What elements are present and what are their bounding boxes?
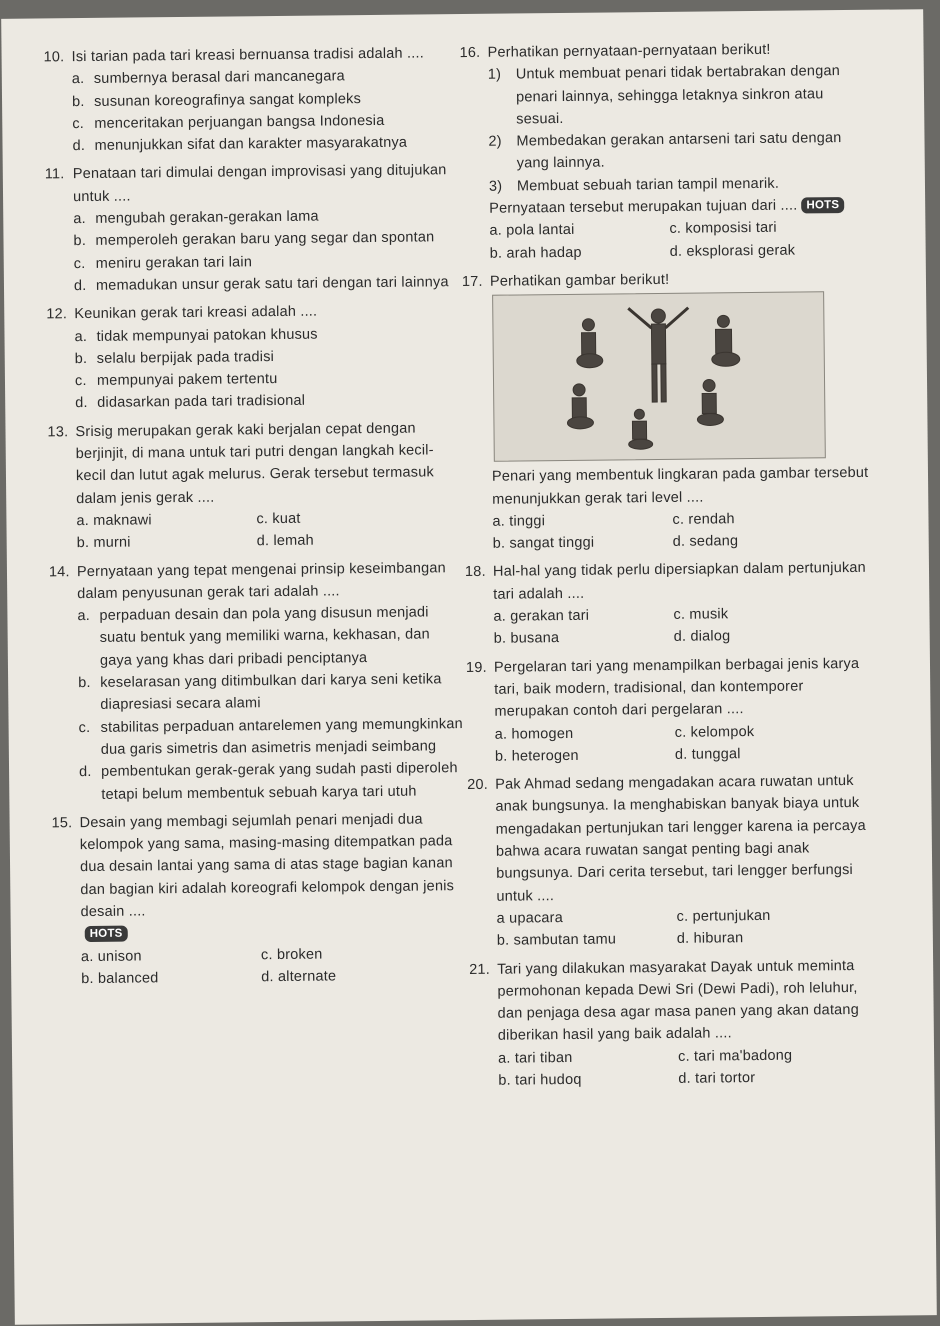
option-text: sumbernya berasal dari mancanegara: [93, 68, 345, 88]
answer-options: [467, 719, 882, 768]
answer-option: [495, 744, 675, 768]
question-stem: Pernyataan yang tepat mengenai prinsip keseimbangan dalam penyusunan gerak tari adalah ....: [76, 559, 446, 602]
option-letter: a.: [77, 608, 91, 625]
question-row: [466, 652, 882, 723]
option-text: stabilitas perpaduan antarelemen yang memungkinkan dua garis simetris dan asimetris menjadi seimbang: [100, 715, 463, 758]
answer-option: [498, 1046, 678, 1070]
option-letter: d.: [673, 629, 687, 646]
option-text: menceritakan perjuangan bangsa Indonesia: [94, 112, 385, 132]
option-letter: b.: [78, 674, 91, 692]
option-text: upacara: [509, 909, 564, 927]
option-text: broken: [276, 946, 323, 963]
option-letter: d.: [72, 138, 86, 155]
answer-options: [469, 904, 884, 953]
option-letter: d.: [676, 930, 690, 948]
option-text: hiburan: [693, 930, 744, 947]
option-text: tari tortor: [694, 1070, 756, 1087]
option-text: alternate: [277, 968, 337, 985]
statement-number: 2): [488, 133, 502, 150]
option-text: kuat: [272, 510, 301, 527]
answer-option: [494, 626, 674, 650]
option-letter: c.: [673, 606, 686, 623]
answer-options: [48, 506, 463, 555]
option-letter: a: [496, 910, 505, 927]
option-text: heterogen: [511, 747, 579, 765]
answer-option: [678, 1066, 885, 1090]
option-letter: c.: [260, 946, 273, 963]
question-row: [49, 557, 464, 606]
statement-text: Membuat sebuah tarian tampil menarik.: [516, 175, 780, 195]
question-19: [466, 652, 882, 768]
question-row: [47, 417, 463, 511]
option-text: pertunjukan: [692, 907, 771, 925]
answer-option: [673, 529, 880, 553]
statement-number: 1): [487, 66, 502, 84]
option-letter: d.: [672, 533, 686, 551]
answer-option: [675, 719, 882, 743]
option-letter: b.: [498, 1072, 511, 1089]
option-letter: a.: [493, 608, 507, 625]
option-text: keselarasan yang ditimbulkan dari karya seni ketika diapresiasi secara alami: [100, 671, 442, 714]
answer-option: [489, 218, 669, 242]
option-text: pola lantai: [506, 222, 575, 239]
question-stem: Penataan tari dimulai dengan improvisasi yang ditujukan untuk ....: [72, 162, 447, 205]
question-stem: Hal-hal yang tidak perlu dipersiapkan dalam pertunjukan tari adalah ....: [492, 560, 866, 603]
option-text: murni: [93, 534, 131, 552]
question-21: [469, 954, 885, 1092]
question-stem: Tari yang dilakukan masyarakat Dayak untuk meminta permohonan kepada Dewi Sri (Dewi Padi), roh leluhur, dan penjaga desa agar masa panen yang akan datang diberikan hasil yang baik adalah ....: [497, 957, 860, 1045]
option-text: tidak mempunyai patokan khusus: [96, 326, 318, 345]
option-text: dialog: [690, 628, 731, 646]
option-letter: c.: [72, 115, 85, 133]
option-text: sangat tinggi: [509, 534, 595, 552]
question-number: 16.: [459, 44, 481, 62]
option-letter: d.: [78, 764, 92, 781]
question-stem: Pergelaran tari yang menampilkan berbagai jenis karya tari, baik modern, tradisional, dan kontemporer merupakan contoh dari pergelaran ....: [493, 655, 860, 720]
statement-item: [488, 60, 876, 131]
question-number: 18.: [464, 564, 486, 581]
answer-options: [465, 602, 880, 651]
answer-option: [81, 944, 261, 968]
option-letter: c.: [678, 1048, 690, 1065]
question-row: [469, 954, 885, 1048]
question-row: [45, 160, 460, 209]
answer-option: [493, 531, 673, 555]
answer-option: [77, 530, 257, 554]
option-text: perpaduan desain dan pola yang disusun menjadi suatu bentuk yang memiliki warna, kekhasan, dan gaya yang khas dari pribadi penciptanya: [99, 604, 430, 669]
option-letter: c.: [78, 719, 91, 736]
question-number: 10.: [43, 49, 65, 66]
option-text: gerakan tari: [510, 607, 590, 625]
option-text: memadukan unsur gerak satu tari dengan tari lainnya: [95, 274, 449, 294]
answer-option: [675, 742, 882, 766]
question-stem: Isi tarian pada tari kreasi bernuansa tradisi adalah ....: [71, 45, 424, 66]
option-letter: c.: [676, 908, 689, 925]
option-text: mengubah gerakan-gerakan lama: [95, 208, 319, 227]
answer-option: [76, 508, 256, 532]
question-number: 20.: [467, 776, 489, 794]
answer-option: [51, 757, 466, 806]
hots-badge: HOTS: [801, 197, 844, 213]
answer-options: [470, 1043, 885, 1092]
option-text: menunjukkan sifat dan karakter masyarakatnya: [94, 134, 408, 155]
question-number: 15.: [51, 814, 73, 832]
option-letter: a.: [489, 223, 503, 240]
question-14: [49, 557, 467, 807]
dancers-circle-illustration: [492, 292, 826, 462]
option-letter: c.: [74, 373, 87, 390]
answer-option: [46, 271, 461, 298]
question-15: [51, 808, 468, 991]
option-text: didasarkan pada tari tradisional: [97, 393, 306, 412]
question-12: [46, 299, 462, 415]
option-letter: b.: [71, 93, 85, 110]
answer-option: [497, 906, 677, 930]
answer-option: [678, 1043, 885, 1067]
answer-option: [677, 926, 884, 950]
option-text: arah hadap: [506, 244, 582, 262]
answer-option: [261, 964, 468, 988]
question-10: [43, 42, 459, 158]
question-number: 13.: [47, 423, 69, 441]
option-letter: a.: [73, 211, 86, 228]
option-letter: b.: [74, 350, 88, 367]
option-letter: a.: [494, 726, 508, 743]
option-letter: c.: [256, 511, 269, 528]
answer-option: [490, 241, 670, 265]
option-letter: b.: [73, 233, 87, 250]
option-text: rendah: [688, 511, 735, 528]
answer-options: [53, 942, 468, 991]
answer-option: [256, 506, 463, 530]
option-letter: a.: [74, 328, 88, 345]
answer-option: [677, 904, 884, 928]
option-text: maknawi: [93, 512, 152, 529]
option-letter: b.: [496, 932, 510, 949]
question-number: 21.: [469, 961, 491, 978]
option-letter: d.: [75, 395, 88, 412]
statement-text: Untuk membuat penari tidak bertabrakan dengan penari lainnya, sehingga letaknya sinkron atau sesuai.: [515, 63, 841, 128]
question-17: [462, 267, 880, 556]
option-letter: c.: [73, 255, 86, 272]
option-text: tari tiban: [514, 1049, 573, 1067]
option-letter: a.: [498, 1050, 511, 1067]
question-row: [467, 770, 883, 908]
right-column: [459, 38, 885, 1099]
question-stem: Desain yang membagi sejumlah penari menjadi dua kelompok yang sama, masing-masing ditempatkan pada dua desain lantai yang sama di atas stage bagian kanan dan bagian kiri adalah koreografi kelompok dengan jenis desain ....: [79, 811, 455, 921]
option-text: sambutan tamu: [513, 931, 617, 949]
answer-option: [49, 601, 465, 672]
option-letter: c.: [672, 511, 685, 528]
question-number: 17.: [461, 273, 483, 291]
question-number: 14.: [48, 563, 70, 580]
answer-option: [669, 216, 876, 240]
option-text: musik: [689, 606, 729, 623]
option-text: unison: [97, 948, 142, 965]
question-row: [51, 808, 467, 924]
answer-option: [670, 238, 877, 262]
question-11: [45, 160, 461, 298]
answer-option: [497, 928, 677, 952]
option-text: tinggi: [509, 513, 546, 530]
question-number: 12.: [46, 306, 68, 323]
option-text: busana: [510, 630, 560, 647]
question-stem: Srisig merupakan gerak kaki berjalan cepat dengan berjinjit, di mana untuk tari putri dengan langkah kecil-kecil dan lutut agak melurus. Gerak tersebut termasuk dalam jenis gerak ....: [75, 420, 435, 507]
option-text: tari ma'badong: [693, 1047, 793, 1065]
option-letter: d.: [256, 533, 270, 550]
option-letter: b.: [493, 630, 507, 648]
option-text: meniru gerakan tari lain: [95, 253, 253, 272]
option-letter: b.: [492, 535, 506, 552]
option-letter: d.: [261, 968, 274, 986]
answer-option: [673, 602, 880, 626]
answer-option: [674, 624, 881, 648]
option-letter: d.: [678, 1070, 691, 1087]
option-text: kelompok: [690, 723, 755, 741]
option-letter: b.: [81, 970, 94, 987]
answer-option: [44, 131, 459, 158]
option-letter: b.: [489, 245, 503, 262]
question-followup: Pernyataan tersebut merupakan tujuan dari ....: [489, 197, 798, 217]
question-20: [467, 770, 884, 953]
option-letter: a.: [492, 513, 506, 530]
question-followup: Penari yang membentuk lingkaran pada gambar tersebut menunjukkan gerak tari level ....: [491, 465, 869, 508]
option-letter: c.: [669, 221, 682, 238]
answer-option: [492, 509, 672, 533]
question-stem: Pak Ahmad sedang mengadakan acara ruwatan untuk anak bungsunya. Ia menghabiskan banyak biaya untuk mengadakan pertunjukan tari lengger karena ia percaya bahwa acara ruwatan sangat penting bagi anak bungsunya. Dari cerita tersebut, tari lengger berfungsi untuk ....: [495, 773, 866, 905]
option-text: homogen: [511, 725, 574, 743]
option-text: lemah: [273, 532, 314, 550]
option-text: balanced: [97, 970, 159, 987]
dancer-figures: [493, 293, 825, 461]
question-16: [459, 38, 876, 265]
statement-number: 3): [488, 178, 503, 195]
answer-option: [498, 1068, 678, 1092]
question-row: [46, 299, 461, 326]
answer-option: [495, 721, 675, 745]
option-letter: b.: [76, 535, 90, 552]
option-text: tunggal: [691, 745, 741, 763]
option-text: pembentukan gerak-gerak yang sudah pasti diperoleh tetapi belum membentuk sebuah karya tari utuh: [100, 760, 458, 803]
option-letter: a.: [80, 948, 94, 965]
question-stem: Keunikan gerak tari kreasi adalah ....: [74, 303, 318, 323]
answer-option: [50, 668, 465, 717]
option-text: komposisi tari: [685, 220, 777, 238]
question-row: [43, 42, 458, 69]
answer-option: [257, 528, 464, 552]
option-letter: d.: [73, 277, 87, 295]
answer-option: [51, 713, 466, 762]
option-text: susunan koreografinya sangat kompleks: [93, 90, 362, 110]
option-text: tari hudoq: [514, 1071, 582, 1089]
question-row: [465, 557, 880, 606]
answer-option: [493, 604, 673, 628]
option-text: sedang: [689, 533, 739, 550]
question-stem: Perhatikan gambar berikut!: [489, 271, 670, 290]
question-number: 19.: [465, 659, 487, 676]
worksheet-page: [1, 9, 937, 1325]
statement-item: [488, 127, 875, 176]
option-letter: a.: [71, 71, 85, 88]
option-text: memperoleh gerakan baru yang segar dan spontan: [95, 229, 435, 250]
answer-option: [81, 966, 261, 990]
question-18: [465, 557, 881, 651]
question-stem: Perhatikan pernyataan-pernyataan berikut!: [487, 41, 771, 61]
answer-option: [45, 226, 460, 253]
hots-badge: HOTS: [85, 926, 128, 942]
answer-option: [672, 507, 879, 531]
statement-text: Membedakan gerakan antarseni tari satu dengan yang lainnya.: [516, 130, 842, 172]
option-letter: d.: [669, 243, 683, 260]
option-text: selalu berpijak pada tradisi: [96, 348, 275, 367]
option-letter: d.: [674, 746, 688, 763]
answer-option: [261, 942, 468, 966]
left-column: [43, 42, 468, 996]
option-letter: c.: [674, 724, 687, 741]
question-number: 11.: [44, 166, 65, 183]
option-letter: a.: [76, 512, 90, 530]
option-letter: b.: [494, 748, 508, 765]
option-text: eksplorasi gerak: [686, 242, 796, 260]
question-13: [47, 417, 463, 555]
option-text: mempunyai pakem tertentu: [96, 371, 278, 390]
